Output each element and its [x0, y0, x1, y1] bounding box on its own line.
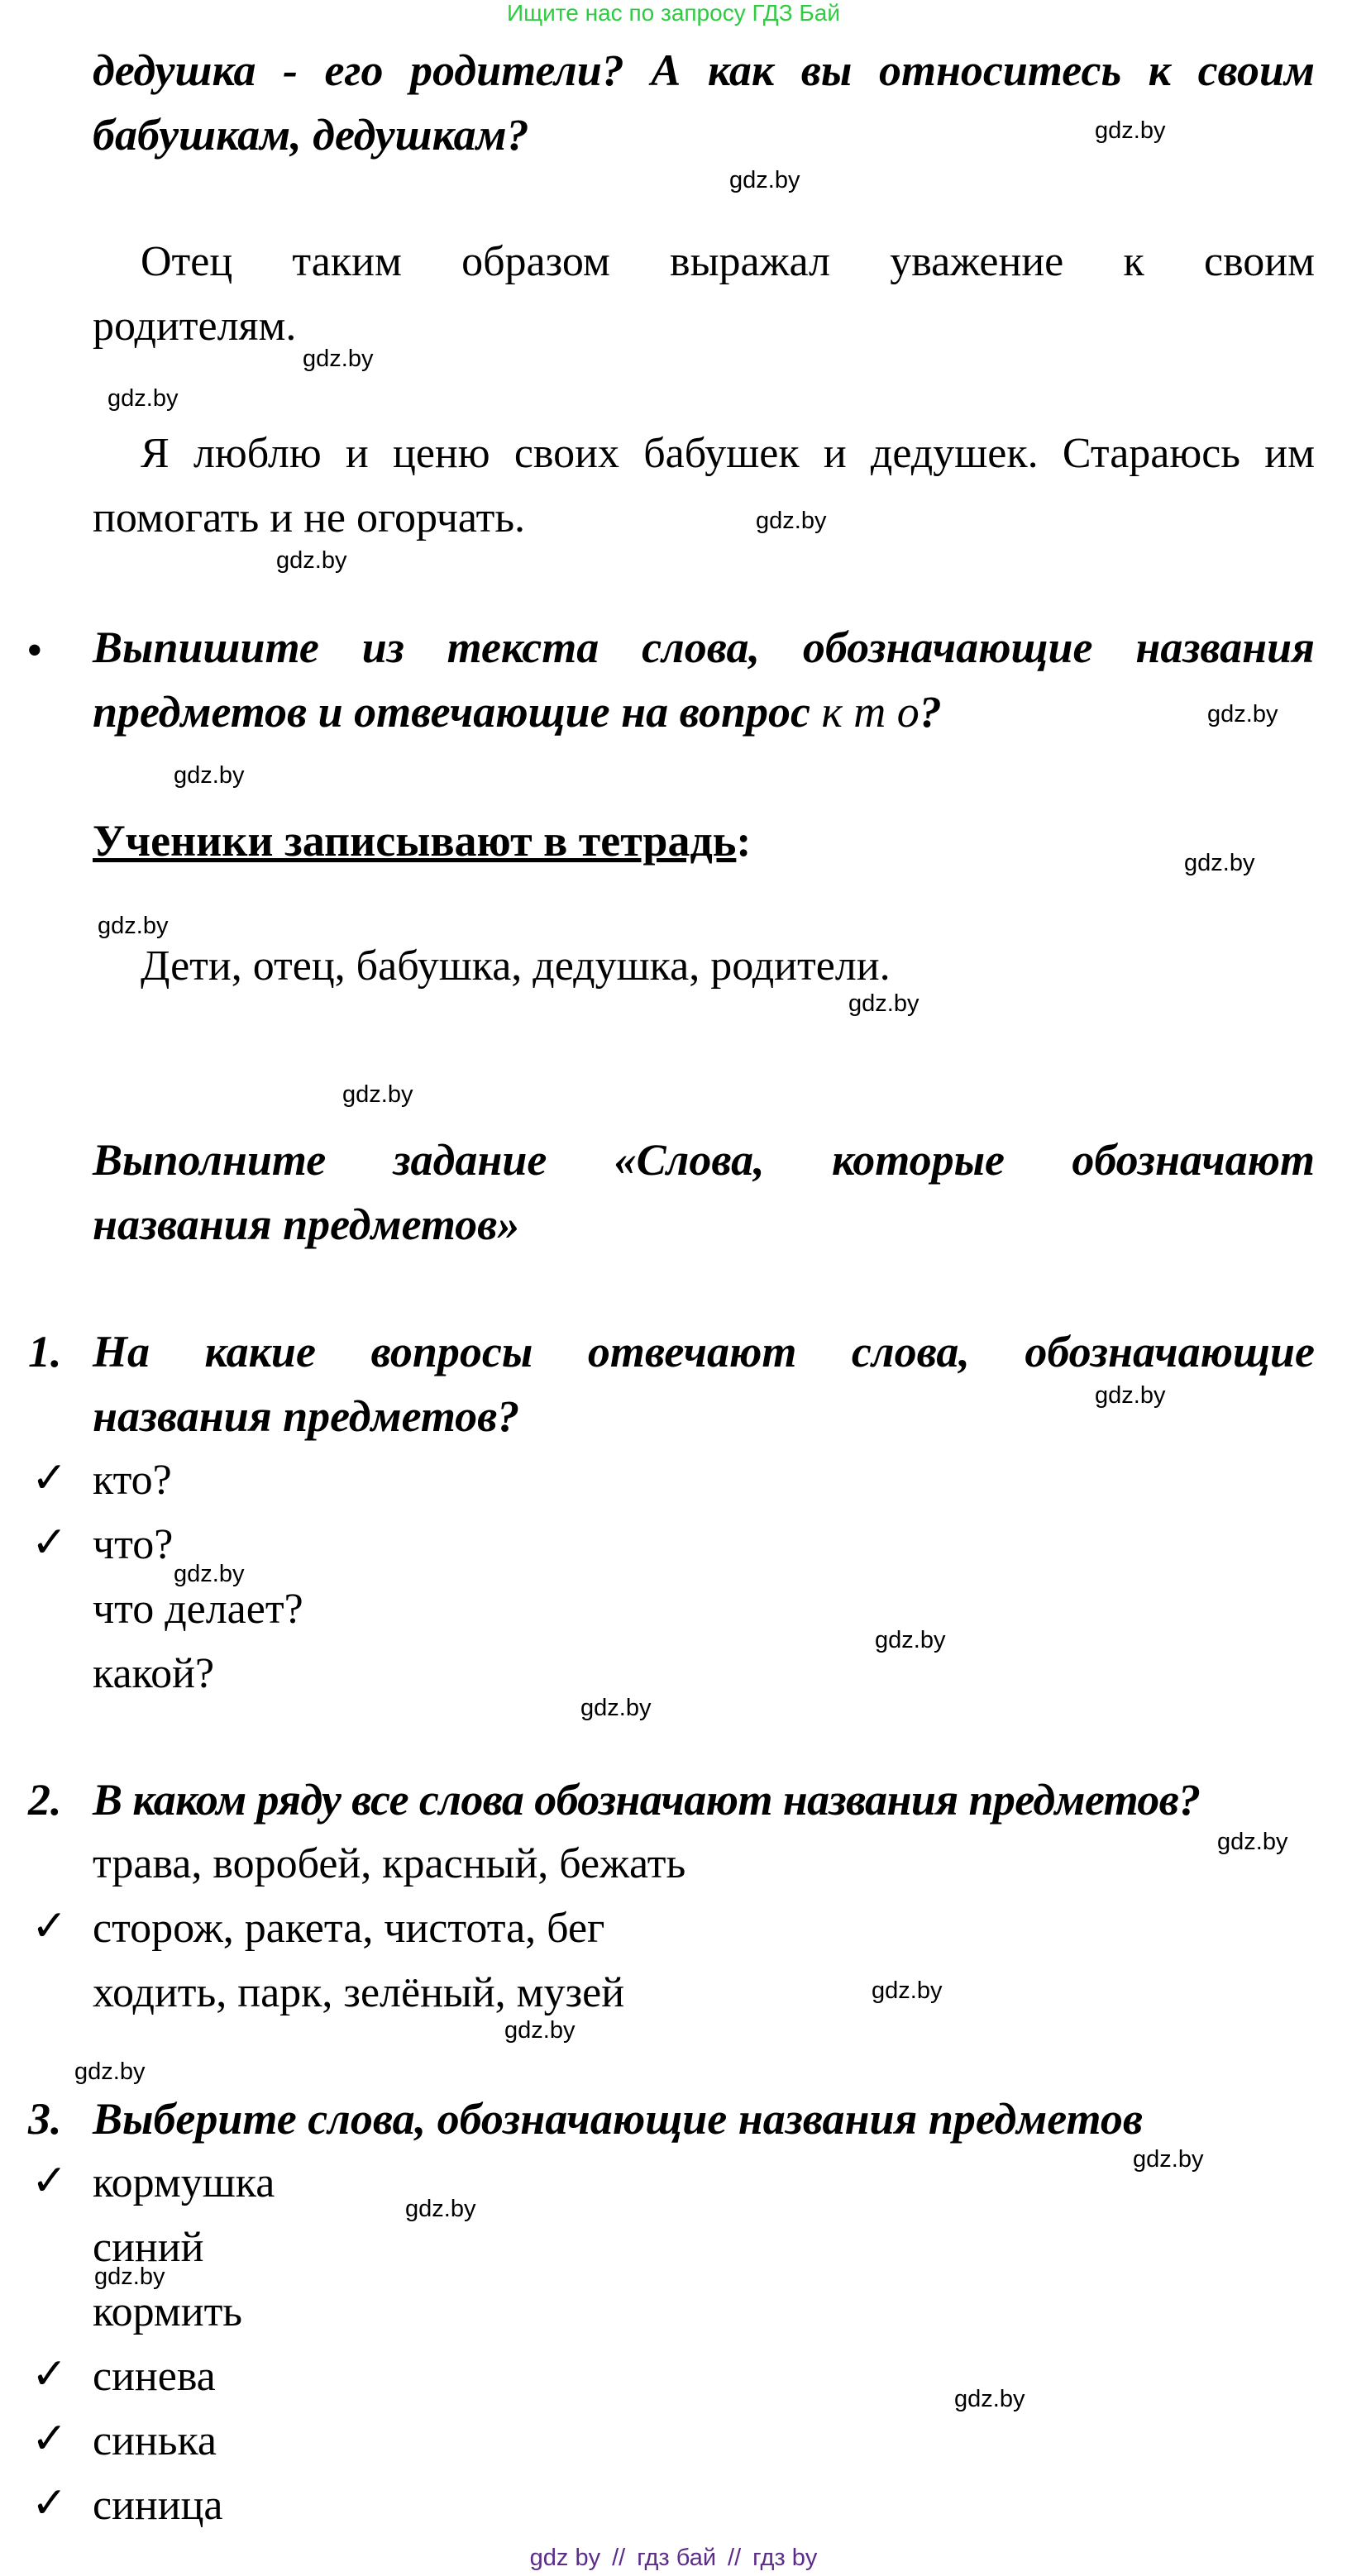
- q1-number: 1.: [28, 1327, 62, 1376]
- q1-option-4: какой?: [93, 1650, 215, 1697]
- intro-question-line-2: бабушкам, дедушкам?: [93, 110, 529, 160]
- task-1-line-2: [93, 680, 1315, 744]
- watermark: gdz.by: [303, 346, 374, 372]
- answer-2-line-2: помогать и не огорчать.: [93, 494, 526, 541]
- footer-link-1[interactable]: gdz by: [529, 2545, 601, 2571]
- watermark: gdz.by: [875, 1627, 946, 1653]
- notebook-heading: [93, 809, 1315, 885]
- task-1-question-mark: ?: [919, 687, 942, 737]
- footer-link-3[interactable]: гдз by: [752, 2545, 818, 2571]
- watermark: gdz.by: [872, 1977, 943, 2004]
- q3-option-2: синий: [93, 2224, 204, 2271]
- notebook-heading-text: Ученики записывают в тетрадь: [93, 816, 737, 866]
- q1-option-2: что?: [93, 1521, 174, 1568]
- watermark: gdz.by: [954, 2386, 1025, 2412]
- q3-number: 3.: [28, 2094, 62, 2144]
- watermark: gdz.by: [276, 547, 347, 574]
- notebook-words: Дети, отец, бабушка, дедушка, родители.: [141, 942, 891, 990]
- watermark: gdz.by: [107, 385, 179, 412]
- watermark: gdz.by: [342, 1081, 413, 1108]
- intro-question-line-1: дедушка - его родители? А как вы относитесь к своим: [93, 45, 1315, 95]
- q1-line-2: названия предметов?: [93, 1391, 520, 1441]
- q1-line-1: На какие вопросы отвечают слова, обозначающие: [93, 1327, 1315, 1376]
- check-mark-icon: ✓: [31, 2351, 68, 2398]
- q2-option-3: ходить, парк, зелёный, музей: [93, 1969, 625, 2016]
- answer-2-line-1: Я люблю и ценю своих бабушек и дедушек. Стараюсь им: [141, 430, 1315, 477]
- watermark: gdz.by: [1207, 701, 1278, 727]
- watermark: gdz.by: [1133, 2146, 1204, 2173]
- q2-text: В каком ряду все слова обозначают названия предметов?: [93, 1775, 1201, 1825]
- check-mark-icon: ✓: [31, 1455, 68, 1502]
- q3-option-6: синица: [93, 2482, 223, 2529]
- q3-option-5: синька: [93, 2417, 217, 2464]
- watermark: gdz.by: [174, 762, 245, 789]
- check-mark-icon: ✓: [31, 2158, 68, 2205]
- watermark: gdz.by: [98, 913, 169, 939]
- watermark: gdz.by: [729, 167, 800, 193]
- watermark: gdz.by: [405, 2196, 476, 2222]
- task-2-line-1: Выполните задание «Слова, которые обозначают: [93, 1135, 1315, 1185]
- q2-option-2: сторож, ракета, чистота, бег: [93, 1905, 605, 1952]
- watermark: gdz.by: [580, 1695, 652, 1721]
- q3-option-3: кормить: [93, 2288, 243, 2335]
- answer-1-line-1: Отец таким образом выражал уважение к своим: [141, 238, 1315, 285]
- watermark: gdz.by: [1217, 1829, 1288, 1855]
- watermark: gdz.by: [1095, 1382, 1166, 1409]
- q3-option-1: кормушка: [93, 2159, 275, 2206]
- watermark: gdz.by: [1095, 117, 1166, 144]
- q1-option-3: что делает?: [93, 1586, 303, 1633]
- task-1-line-1: Выпишите из текста слова, обозначающие названия: [93, 623, 1315, 672]
- q2-option-1: трава, воробей, красный, бежать: [93, 1840, 686, 1887]
- check-mark-icon: ✓: [31, 1903, 68, 1950]
- notebook-heading-colon: :: [736, 816, 752, 866]
- bullet-marker: •: [26, 625, 43, 676]
- answer-1-line-2: родителям.: [93, 303, 297, 350]
- q3-option-4: синева: [93, 2353, 216, 2400]
- watermark: gdz.by: [74, 2058, 146, 2085]
- watermark: gdz.by: [756, 508, 827, 534]
- watermark: gdz.by: [94, 2264, 165, 2290]
- check-mark-icon: ✓: [31, 1519, 68, 1567]
- task-2-line-2: названия предметов»: [93, 1200, 520, 1249]
- task-1-question-word: к т о: [821, 687, 919, 737]
- footer-links: [0, 2545, 1347, 2572]
- footer-separator: //: [612, 2545, 626, 2571]
- watermark: gdz.by: [174, 1561, 245, 1587]
- q1-option-1: кто?: [93, 1457, 172, 1504]
- task-1-line-2-prefix: предметов и отвечающие на вопрос: [93, 687, 811, 737]
- watermark: gdz.by: [848, 990, 919, 1017]
- q2-number: 2.: [28, 1775, 62, 1825]
- check-mark-icon: ✓: [31, 2416, 68, 2463]
- watermark: gdz.by: [504, 2017, 576, 2044]
- footer-separator: //: [728, 2545, 742, 2571]
- top-banner: Ищите нас по запросу ГДЗ Бай: [506, 0, 841, 26]
- check-mark-icon: ✓: [31, 2480, 68, 2527]
- q3-text: Выберите слова, обозначающие названия предметов: [93, 2094, 1143, 2144]
- watermark: gdz.by: [1184, 850, 1255, 876]
- footer-link-2[interactable]: гдз бай: [637, 2545, 717, 2571]
